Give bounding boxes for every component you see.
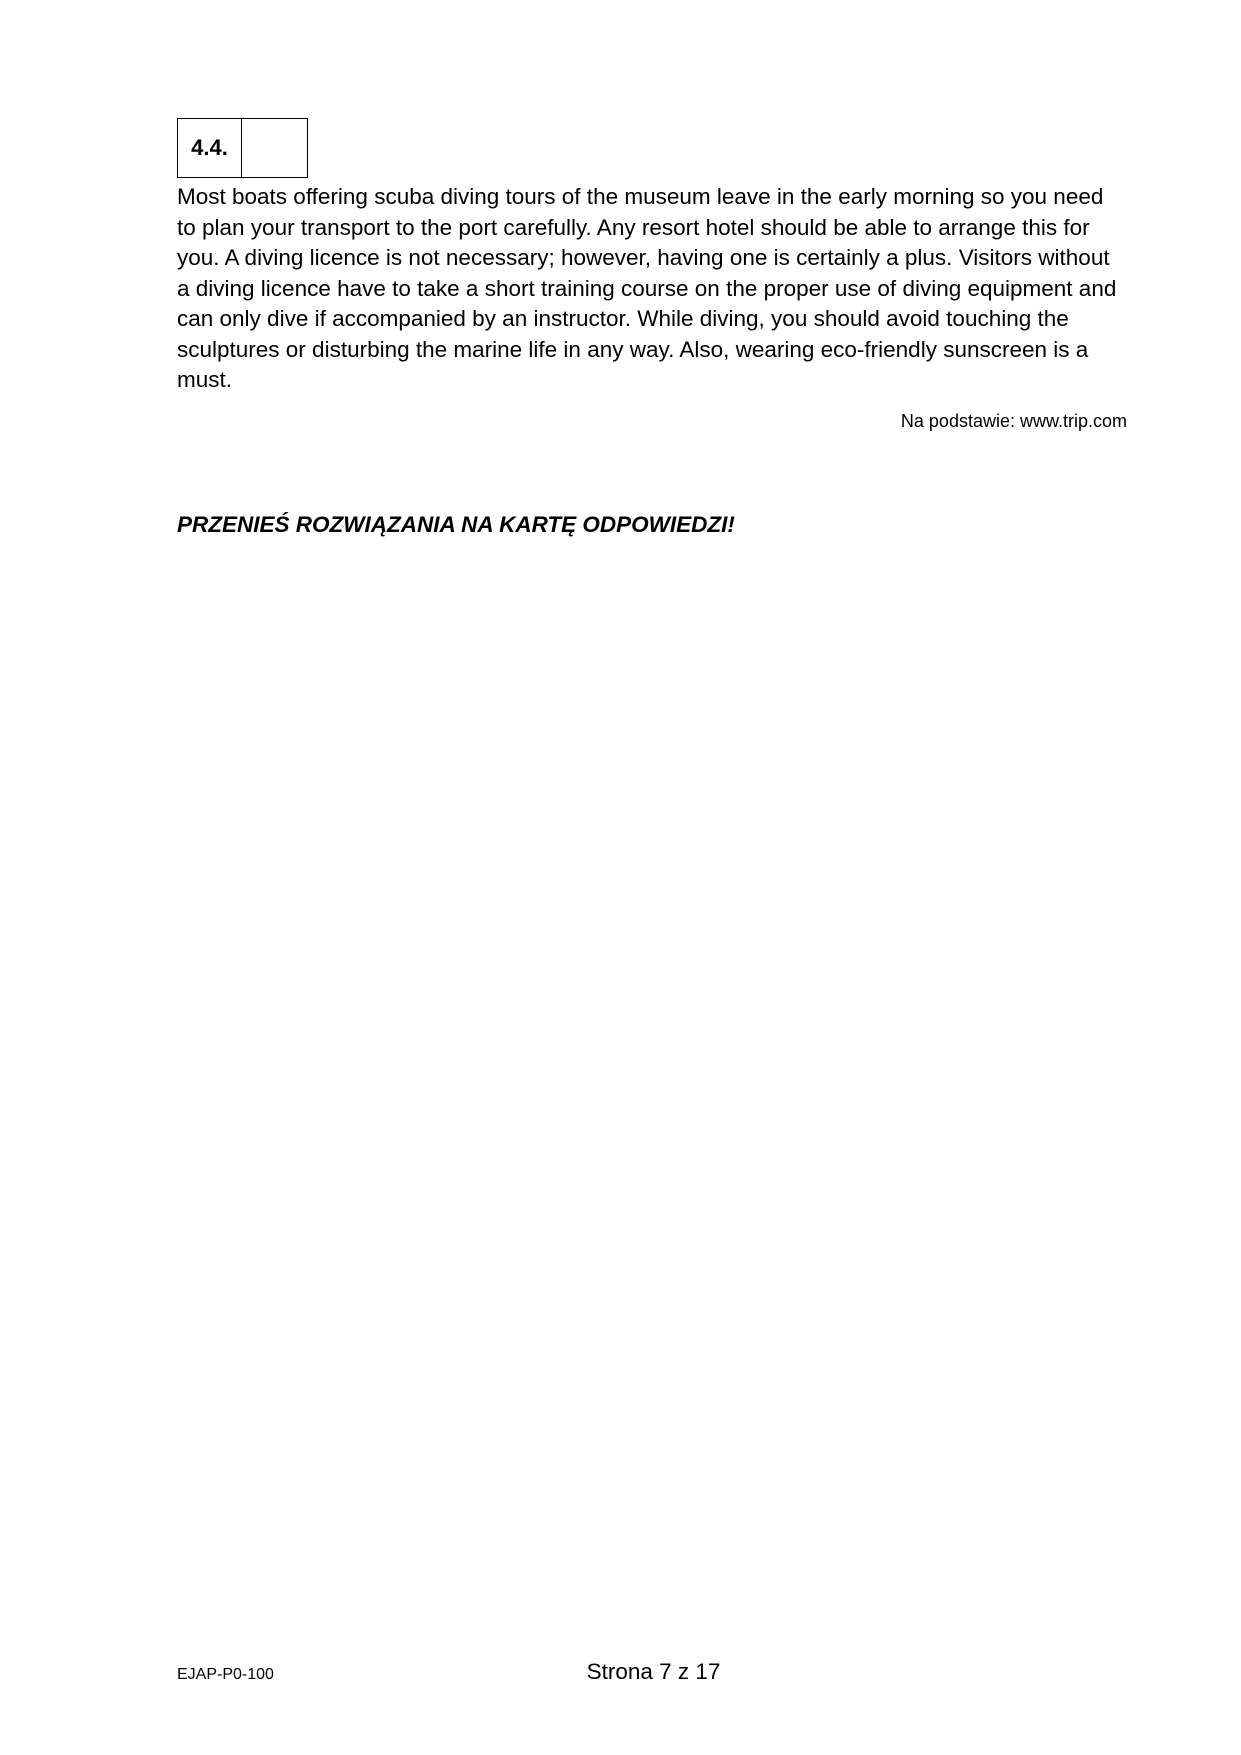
task-answer-cell[interactable] bbox=[242, 119, 307, 177]
exam-code: EJAP-P0-100 bbox=[177, 1666, 274, 1683]
task-number-box bbox=[177, 118, 308, 178]
task-number: 4.4. bbox=[178, 119, 242, 177]
source-citation: Na podstawie: www.trip.com bbox=[900, 411, 1127, 431]
reading-passage: Most boats offering scuba diving tours of the museum leave in the early morning so you need to plan your transport to the port carefully. Any resort hotel should be able to arrange this for you. A diving licence is not necessary; however, having one is certainly a plus. Visitors without a diving licence have to take a short training course on the proper use of diving equipment and can only dive if accompanied by an instructor. While diving, you should avoid touching the sculptures or disturbing the marine life in any way. Also, wearing eco-friendly sunscreen is a must. bbox=[177, 184, 1117, 392]
transfer-instruction: PRZENIEŚ ROZWIĄZANIA NA KARTĘ ODPOWIEDZI! bbox=[177, 512, 735, 537]
page-number: Strona 7 z 17 bbox=[586, 1659, 721, 1684]
